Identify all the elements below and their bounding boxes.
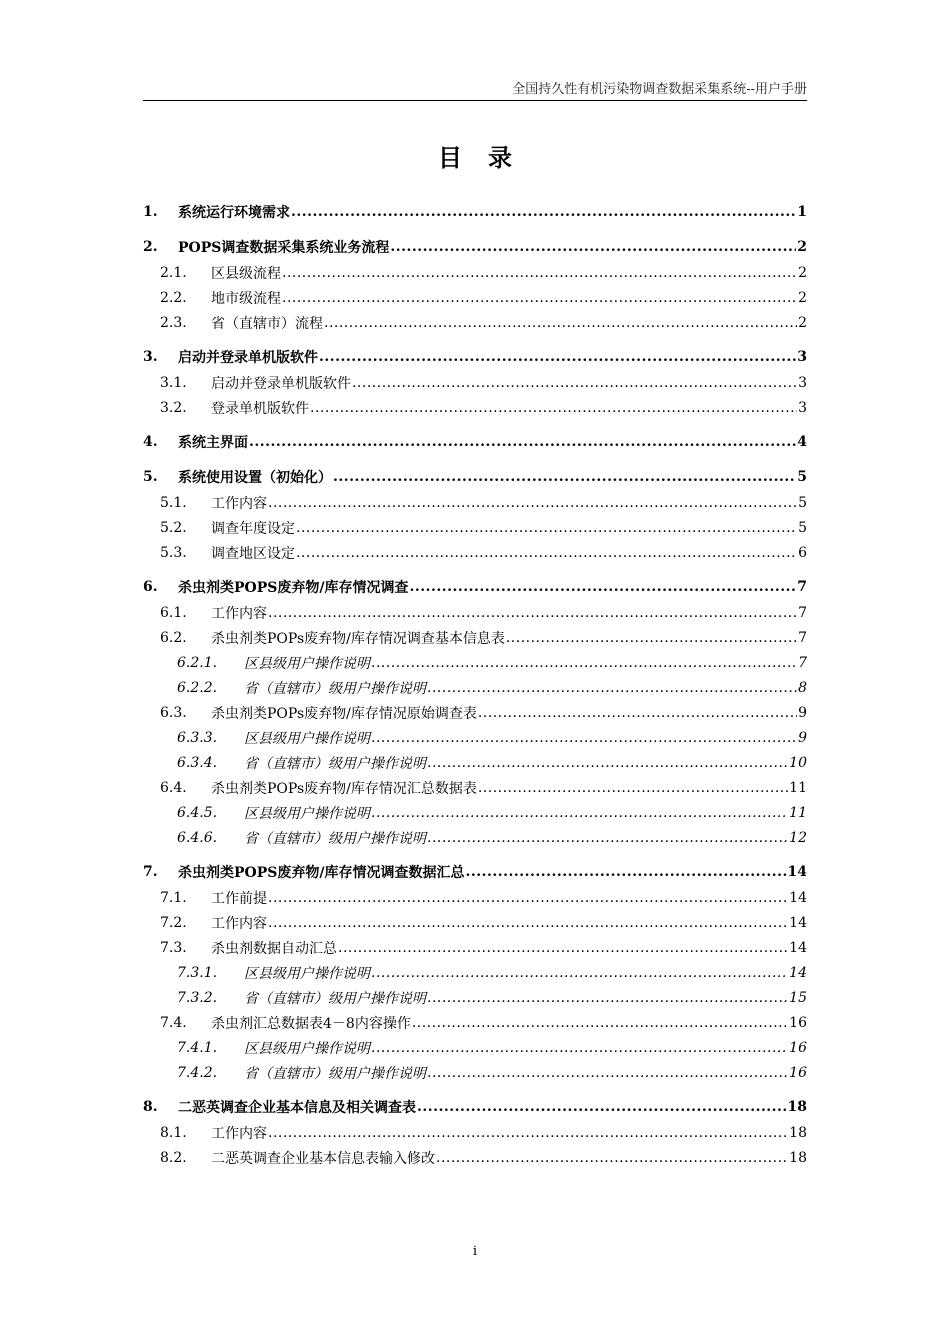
- toc-entry-title: 二恶英调查企业基本信息及相关调查表: [178, 1100, 416, 1116]
- toc-dot-leader: [338, 940, 788, 956]
- toc-entry-page: 11: [789, 779, 807, 796]
- toc-dot-leader: [427, 830, 788, 846]
- toc-entry[interactable]: [143, 960, 807, 985]
- toc-dot-leader: [371, 805, 788, 821]
- toc-entry[interactable]: [143, 234, 807, 260]
- toc-entry-page: 2: [798, 289, 807, 306]
- toc-entry-title: 区县级用户操作说明: [244, 965, 370, 982]
- toc-entry-title: 杀虫剂类POPs废弃物/库存情况原始调查表: [211, 705, 477, 722]
- toc-entry-number: 7.3.: [160, 939, 187, 956]
- toc-entry-number: 7.4.2.: [177, 1064, 218, 1081]
- toc-entry-number: 5.3.: [160, 544, 187, 561]
- toc-entry-page: 1: [797, 204, 807, 220]
- toc-entry-title: 二恶英调查企业基本信息表输入修改: [211, 1150, 435, 1167]
- toc-entry-number: 2.: [143, 239, 158, 255]
- toc-entry-number: 7.1.: [160, 889, 187, 906]
- toc-entry-title: 区县级用户操作说明: [244, 655, 370, 672]
- toc-entry[interactable]: [143, 464, 807, 490]
- toc-entry-page: 16: [789, 1039, 807, 1056]
- toc-entry-page: 9: [798, 729, 807, 746]
- toc-entry[interactable]: [143, 775, 807, 800]
- toc-entry-title: 启动并登录单机版软件: [178, 350, 318, 366]
- toc-dot-leader: [371, 1040, 788, 1056]
- toc-entry-title: 调查年度设定: [211, 520, 295, 537]
- toc-entry-page: 14: [789, 964, 807, 981]
- toc-entry-page: 12: [789, 829, 807, 846]
- toc-dot-leader: [427, 1065, 788, 1081]
- toc-dot-leader: [282, 265, 797, 281]
- toc-entry-title: 杀虫剂类POPS废弃物/库存情况调查: [178, 580, 409, 596]
- toc-entry-number: 3.: [143, 349, 158, 365]
- toc-dot-leader: [371, 730, 797, 746]
- toc-entry-title: 省（直辖市）级用户操作说明: [244, 680, 426, 697]
- toc-entry[interactable]: [143, 395, 807, 420]
- toc-entry-number: 6.4.: [160, 779, 187, 796]
- toc-entry-number: 6.4.5.: [177, 804, 218, 821]
- toc-entry-page: 14: [789, 914, 807, 931]
- toc-entry-title: 系统运行环境需求: [178, 205, 290, 221]
- toc-entry-page: 2: [798, 264, 807, 281]
- toc-entry-number: 2.1.: [160, 264, 187, 281]
- toc-entry-number: 6.1.: [160, 604, 187, 621]
- toc-entry-page: 5: [798, 519, 807, 536]
- toc-dot-leader: [371, 655, 797, 671]
- toc-entry[interactable]: [143, 600, 807, 625]
- toc-entry-title: 省（直辖市）级用户操作说明: [244, 830, 426, 847]
- toc-entry-title: 杀虫剂类POPs废弃物/库存情况调查基本信息表: [211, 630, 505, 647]
- toc-entry-page: 16: [789, 1014, 807, 1031]
- toc-dot-leader: [417, 1099, 787, 1115]
- toc-entry[interactable]: [143, 285, 807, 310]
- toc-entry-title: 区县级流程: [211, 265, 281, 282]
- toc-entry-title: 启动并登录单机版软件: [211, 375, 351, 392]
- toc-entry-number: 6.2.: [160, 629, 187, 646]
- toc-entry[interactable]: [143, 540, 807, 565]
- toc-entry-title: 工作内容: [211, 495, 267, 512]
- toc-entry-number: 8.1.: [160, 1124, 187, 1141]
- page-title: 目录: [438, 143, 538, 172]
- toc-entry-title: 省（直辖市）级用户操作说明: [244, 755, 426, 772]
- toc-entry-title: 工作前提: [211, 890, 267, 907]
- toc-entry[interactable]: [143, 344, 807, 370]
- toc-entry-page: 7: [798, 654, 807, 671]
- toc-entry[interactable]: [143, 1120, 807, 1145]
- toc-entry-page: 8: [798, 679, 807, 696]
- toc-entry-page: 3: [797, 349, 807, 365]
- toc-entry-title: 系统使用设置（初始化）: [178, 470, 332, 486]
- toc-entry-title: 工作内容: [211, 1125, 267, 1142]
- page-header: [143, 76, 807, 101]
- toc-entry-title: 区县级用户操作说明: [244, 730, 370, 747]
- toc-entry[interactable]: [143, 750, 807, 775]
- toc-entry-page: 7: [797, 579, 807, 595]
- toc-entry-title: 工作内容: [211, 605, 267, 622]
- toc-dot-leader: [427, 680, 797, 696]
- toc-entry[interactable]: [143, 675, 807, 700]
- toc-entry-title: 省（直辖市）流程: [211, 315, 323, 332]
- toc-dot-leader: [371, 965, 788, 981]
- toc-entry[interactable]: [143, 199, 807, 225]
- toc-entry-number: 7.: [143, 864, 158, 880]
- toc-entry-page: 3: [798, 399, 807, 416]
- toc-entry[interactable]: [143, 800, 807, 825]
- toc-dot-leader: [333, 469, 796, 485]
- toc-entry[interactable]: [143, 574, 807, 600]
- toc-entry[interactable]: [143, 1145, 807, 1170]
- toc-entry-page: 18: [789, 1149, 807, 1166]
- toc-dot-leader: [268, 605, 797, 621]
- toc-entry-page: 6: [798, 544, 807, 561]
- toc-entry[interactable]: [143, 625, 807, 650]
- toc-entry-number: 3.2.: [160, 399, 187, 416]
- toc-entry[interactable]: [143, 370, 807, 395]
- toc-entry[interactable]: [143, 1094, 807, 1120]
- toc-entry-page: 2: [798, 314, 807, 331]
- toc-entry[interactable]: [143, 985, 807, 1010]
- toc-dot-leader: [427, 990, 788, 1006]
- toc-entry-title: 杀虫剂数据自动汇总: [211, 940, 337, 957]
- toc-entry-number: 5.1.: [160, 494, 187, 511]
- toc-dot-leader: [465, 864, 786, 880]
- toc-entry-number: 2.2.: [160, 289, 187, 306]
- toc-entry-page: 14: [789, 889, 807, 906]
- toc-dot-leader: [390, 239, 796, 255]
- toc-entry[interactable]: [143, 260, 807, 285]
- toc-entry-page: 5: [797, 469, 807, 485]
- toc-entry-number: 7.3.1.: [177, 964, 218, 981]
- toc-entry-title: 区县级用户操作说明: [244, 1040, 370, 1057]
- toc-entry-title: 省（直辖市）级用户操作说明: [244, 990, 426, 1007]
- toc-entry-number: 8.2.: [160, 1149, 187, 1166]
- toc-entry[interactable]: [143, 515, 807, 540]
- toc-dot-leader: [291, 204, 796, 220]
- toc-entry-title: 杀虫剂汇总数据表4－8内容操作: [211, 1015, 411, 1032]
- toc-dot-leader: [268, 1125, 788, 1141]
- toc-dot-leader: [427, 755, 788, 771]
- toc-entry-number: 6.3.: [160, 704, 187, 721]
- toc-dot-leader: [310, 400, 797, 416]
- toc-entry[interactable]: [143, 1035, 807, 1060]
- header-title: 全国持久性有机污染物调查数据采集系统--用户手册: [512, 82, 807, 97]
- toc-entry-page: 3: [798, 374, 807, 391]
- toc-entry-page: 18: [787, 1099, 807, 1115]
- toc-dot-leader: [296, 545, 797, 561]
- toc-entry-page: 16: [789, 1064, 807, 1081]
- toc-dot-leader: [268, 890, 788, 906]
- toc-entry-page: 11: [789, 804, 807, 821]
- toc-entry[interactable]: [143, 490, 807, 515]
- toc-entry-title: 杀虫剂类POPS废弃物/库存情况调查数据汇总: [178, 865, 465, 881]
- toc-dot-leader: [249, 434, 796, 450]
- toc-dot-leader: [352, 375, 797, 391]
- toc-entry-page: 10: [789, 754, 807, 771]
- toc-entry[interactable]: [143, 700, 807, 725]
- toc-entry-number: 6.3.4.: [177, 754, 218, 771]
- toc-entry-page: 15: [789, 989, 807, 1006]
- toc-entry-number: 3.1.: [160, 374, 187, 391]
- toc-entry-title: 登录单机版软件: [211, 400, 309, 417]
- toc-entry-number: 5.: [143, 469, 158, 485]
- toc-entry-page: 9: [798, 704, 807, 721]
- toc-entry-title: 地市级流程: [211, 290, 281, 307]
- toc-entry-number: 6.2.2.: [177, 679, 218, 696]
- toc-entry-number: 5.2.: [160, 519, 187, 536]
- toc-entry[interactable]: [143, 825, 807, 850]
- toc-entry-number: 7.4.1.: [177, 1039, 218, 1056]
- toc-entry-number: 1.: [143, 204, 158, 220]
- toc-dot-leader: [319, 349, 796, 365]
- toc-entry-page: 14: [789, 939, 807, 956]
- toc-entry-number: 2.3.: [160, 314, 187, 331]
- toc-dot-leader: [296, 520, 797, 536]
- toc-entry-title: 省（直辖市）级用户操作说明: [244, 1065, 426, 1082]
- toc-entry-number: 7.3.2.: [177, 989, 218, 1006]
- toc-entry-title: 系统主界面: [178, 435, 248, 451]
- toc-entry-title: 区县级用户操作说明: [244, 805, 370, 822]
- toc-entry[interactable]: [143, 429, 807, 455]
- toc-entry-page: 18: [789, 1124, 807, 1141]
- table-of-contents: [143, 199, 807, 1170]
- toc-dot-leader: [412, 1015, 788, 1031]
- toc-dot-leader: [268, 495, 797, 511]
- toc-entry-page: 7: [798, 629, 807, 646]
- toc-entry-number: 8.: [143, 1099, 158, 1115]
- toc-entry-number: 4.: [143, 434, 158, 450]
- toc-entry-title: 工作内容: [211, 915, 267, 932]
- toc-entry[interactable]: [143, 1010, 807, 1035]
- toc-dot-leader: [478, 780, 788, 796]
- toc-entry[interactable]: [143, 725, 807, 750]
- toc-entry-page: 4: [797, 434, 807, 450]
- toc-entry-number: 7.4.: [160, 1014, 187, 1031]
- toc-entry-title: POPS调查数据采集系统业务流程: [178, 240, 390, 256]
- toc-entry-number: 7.2.: [160, 914, 187, 931]
- toc-entry[interactable]: [143, 1060, 807, 1085]
- toc-dot-leader: [409, 579, 796, 595]
- toc-entry-page: 5: [798, 494, 807, 511]
- toc-entry[interactable]: [143, 885, 807, 910]
- toc-dot-leader: [436, 1150, 788, 1166]
- toc-dot-leader: [478, 705, 797, 721]
- toc-entry[interactable]: [143, 935, 807, 960]
- toc-entry-title: 杀虫剂类POPs废弃物/库存情况汇总数据表: [211, 780, 477, 797]
- toc-entry-number: 6.2.1.: [177, 654, 218, 671]
- page-number: i: [472, 1244, 478, 1259]
- toc-entry-page: 2: [797, 239, 807, 255]
- toc-dot-leader: [268, 915, 788, 931]
- toc-dot-leader: [324, 315, 797, 331]
- toc-entry-title: 调查地区设定: [211, 545, 295, 562]
- toc-entry-page: 14: [787, 864, 807, 880]
- toc-entry[interactable]: [143, 859, 807, 885]
- toc-entry-number: 6.3.3.: [177, 729, 218, 746]
- toc-entry[interactable]: [143, 650, 807, 675]
- toc-entry[interactable]: [143, 910, 807, 935]
- toc-entry-number: 6.4.6.: [177, 829, 218, 846]
- toc-entry-page: 7: [798, 604, 807, 621]
- toc-dot-leader: [282, 290, 797, 306]
- toc-entry-number: 6.: [143, 579, 158, 595]
- toc-dot-leader: [506, 630, 797, 646]
- toc-entry[interactable]: [143, 310, 807, 335]
